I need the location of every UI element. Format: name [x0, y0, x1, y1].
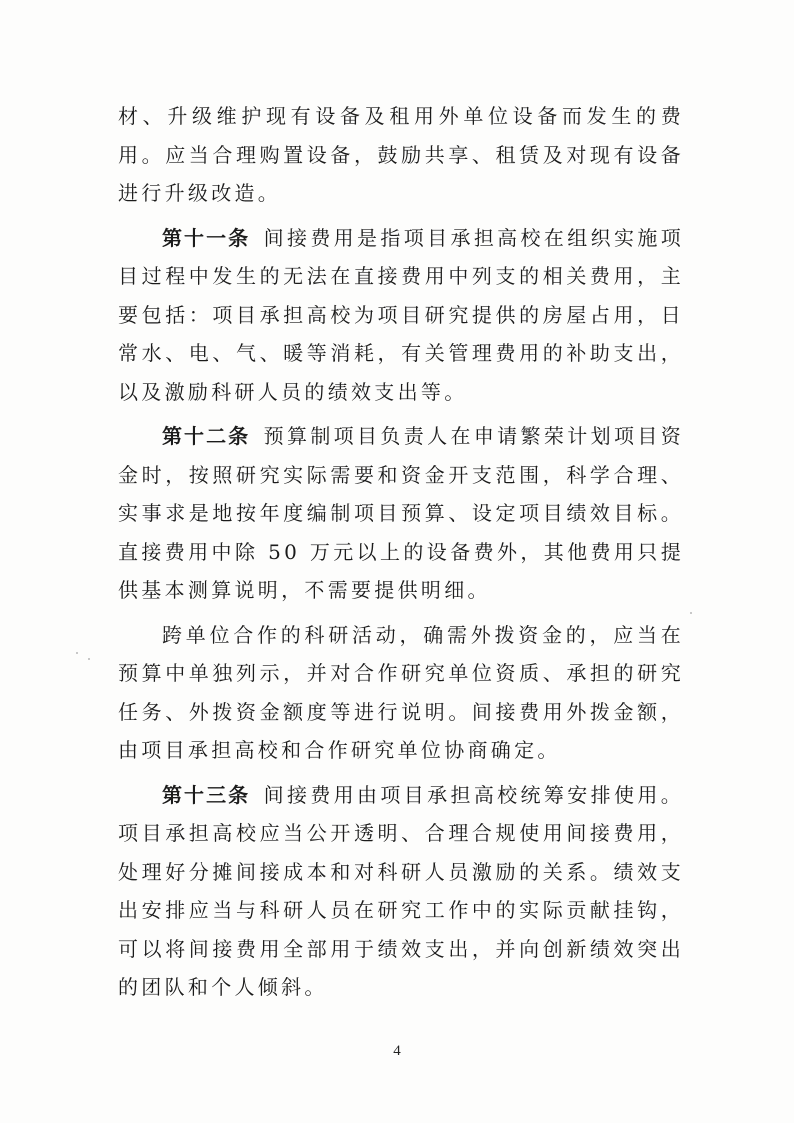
paragraph-cross-unit — [118, 616, 684, 770]
scan-speck — [76, 652, 78, 654]
paragraph-text: 材、升级维护现有设备及租用外单位设备而发生的费用。应当合理购置设备，鼓励共享、租赁及对现有设备进行升级改造。 — [118, 104, 684, 205]
document-body — [118, 97, 684, 1013]
article-spacer — [250, 783, 263, 807]
article-spacer — [250, 226, 263, 250]
paragraph-continuation — [118, 97, 684, 213]
paragraph-text: 跨单位合作的科研活动，确需外拨资金的，应当在预算中单独列示，并对合作研究单位资质、承担的研究任务、外拨资金额度等进行说明。间接费用外拨金额，由项目承担高校和合作研究单位协商确定。 — [118, 622, 684, 762]
paragraph-text: 间接费用由项目承担高校统筹安排使用。项目承担高校应当公开透明、合理合规使用间接费用，处理好分摊间接成本和对科研人员激励的关系。绩效支出安排应当与科研人员在研究工作中的实际贡献挂钩，可以将间接费用全部用于绩效支出，并向创新绩效突出的团队和个人倾斜。 — [118, 782, 684, 999]
article-heading: 第十一条 — [162, 225, 251, 250]
paragraph-text: 间接费用是指项目承担高校在组织实施项目过程中发生的无法在直接费用中列支的相关费用，主要包括：项目承担高校为项目研究提供的房屋占用，日常水、电、气、暖等消耗，有关管理费用的补助支出，以及激励科研人员的绩效支出等。 — [118, 225, 684, 404]
article-heading: 第十三条 — [162, 782, 251, 807]
scan-speck — [88, 658, 90, 660]
paragraph-article-11 — [118, 219, 684, 412]
paragraph-article-13 — [118, 776, 684, 1007]
paragraph-article-12 — [118, 417, 684, 610]
paragraph-text: 预算制项目负责人在申请繁荣计划项目资金时，按照研究实际需要和资金开支范围，科学合理、实事求是地按年度编制项目预算、设定项目绩效目标。直接费用中除 50 万元以上的设备费外，其他费用只提供基本测算说明，不需要提供明细。 — [118, 424, 684, 602]
article-heading: 第十二条 — [162, 424, 251, 448]
article-spacer — [250, 424, 263, 448]
scan-speck — [690, 612, 692, 614]
page-number: 4 — [393, 1043, 401, 1059]
